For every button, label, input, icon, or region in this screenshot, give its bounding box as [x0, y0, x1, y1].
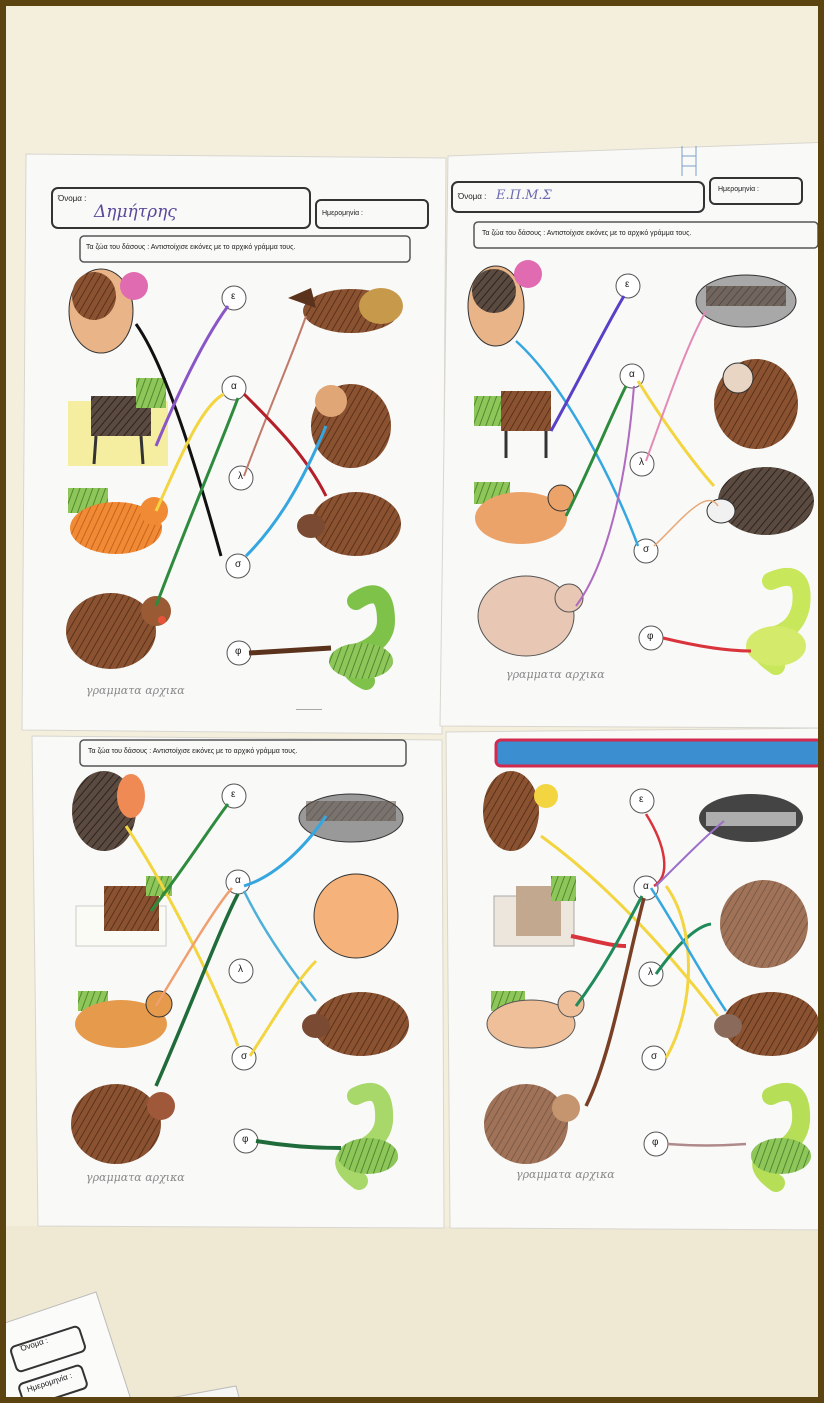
- svg-text:γραμματα αρχικα: γραμματα αρχικα: [506, 668, 605, 681]
- sheet3-instruction: Τα ζώα του δάσους : Αντιστοίχισε εικόνες με το αρχικό γράμμα τους.: [88, 748, 298, 755]
- worksheet-1: [22, 154, 446, 734]
- sheet1-letter: λ: [238, 471, 243, 482]
- squirrel-picture: [311, 384, 391, 468]
- worksheet-4: [446, 728, 824, 1230]
- sheet2-letter: ε: [625, 279, 630, 290]
- sheet2-name-value: Ε.Π.Μ.Σ: [496, 188, 552, 203]
- sheet4-letter: α: [643, 881, 649, 892]
- sheet3-letter: λ: [238, 964, 243, 975]
- sheet4-letter: ε: [639, 794, 644, 805]
- sheet2-instruction: Τα ζώα του δάσους : Αντιστοίχισε εικόνες με το αρχικό γράμμα τους.: [482, 230, 692, 237]
- wolf-picture: [696, 275, 796, 327]
- sheet1-letter: σ: [235, 559, 242, 570]
- sheet3-letter: α: [235, 875, 241, 886]
- squirrel-picture: [314, 874, 398, 958]
- sheet2-letter: α: [629, 369, 635, 380]
- squirrel-picture: [714, 359, 798, 449]
- sheet4-letter: σ: [651, 1051, 658, 1062]
- sheet3-letter: σ: [241, 1051, 248, 1062]
- sheet1-date-label: Ημερομηνία :: [322, 210, 364, 217]
- svg-text:γραμματα αρχικα: γραμματα αρχικα: [86, 684, 185, 697]
- sheet2-name-label: Όνομα :: [458, 192, 487, 201]
- sheet1-name-label: Όνομα :: [58, 194, 87, 203]
- sheet2-letter: φ: [647, 631, 654, 642]
- sheet2-letter: λ: [639, 457, 644, 468]
- sheet2-date-label: Ημερομηνία :: [718, 186, 760, 193]
- worksheet-3: [32, 736, 444, 1228]
- sheet1-letter: φ: [235, 646, 242, 657]
- svg-text:γραμματα αρχικα: γραμματα αρχικα: [516, 1168, 615, 1181]
- sheet2-letter: σ: [643, 544, 650, 555]
- svg-text:γραμματα αρχικα: γραμματα αρχικα: [86, 1171, 185, 1184]
- wolf-picture: [299, 794, 403, 842]
- card-date-label: Ημερομηνία :: [25, 1370, 74, 1395]
- squirrel-picture: [720, 880, 808, 968]
- sheet3-letter: φ: [242, 1134, 249, 1145]
- sheet1-letter: ε: [231, 291, 236, 302]
- sheet4-letter: φ: [652, 1137, 659, 1148]
- sheet3-letter: ε: [231, 789, 236, 800]
- sheet4-letter: λ: [648, 967, 653, 978]
- card-name-label: Όνομα :: [19, 1335, 50, 1354]
- sheet1-instruction: Τα ζώα του δάσους : Αντιστοίχισε εικόνες με το αρχικό γράμμα τους.: [86, 244, 296, 251]
- svg-text:-------------: -------------: [296, 707, 322, 713]
- sheet1-letter: α: [231, 381, 237, 392]
- sheet1-name-value: Δημήτρης: [94, 202, 177, 222]
- wolf-picture: [699, 794, 803, 842]
